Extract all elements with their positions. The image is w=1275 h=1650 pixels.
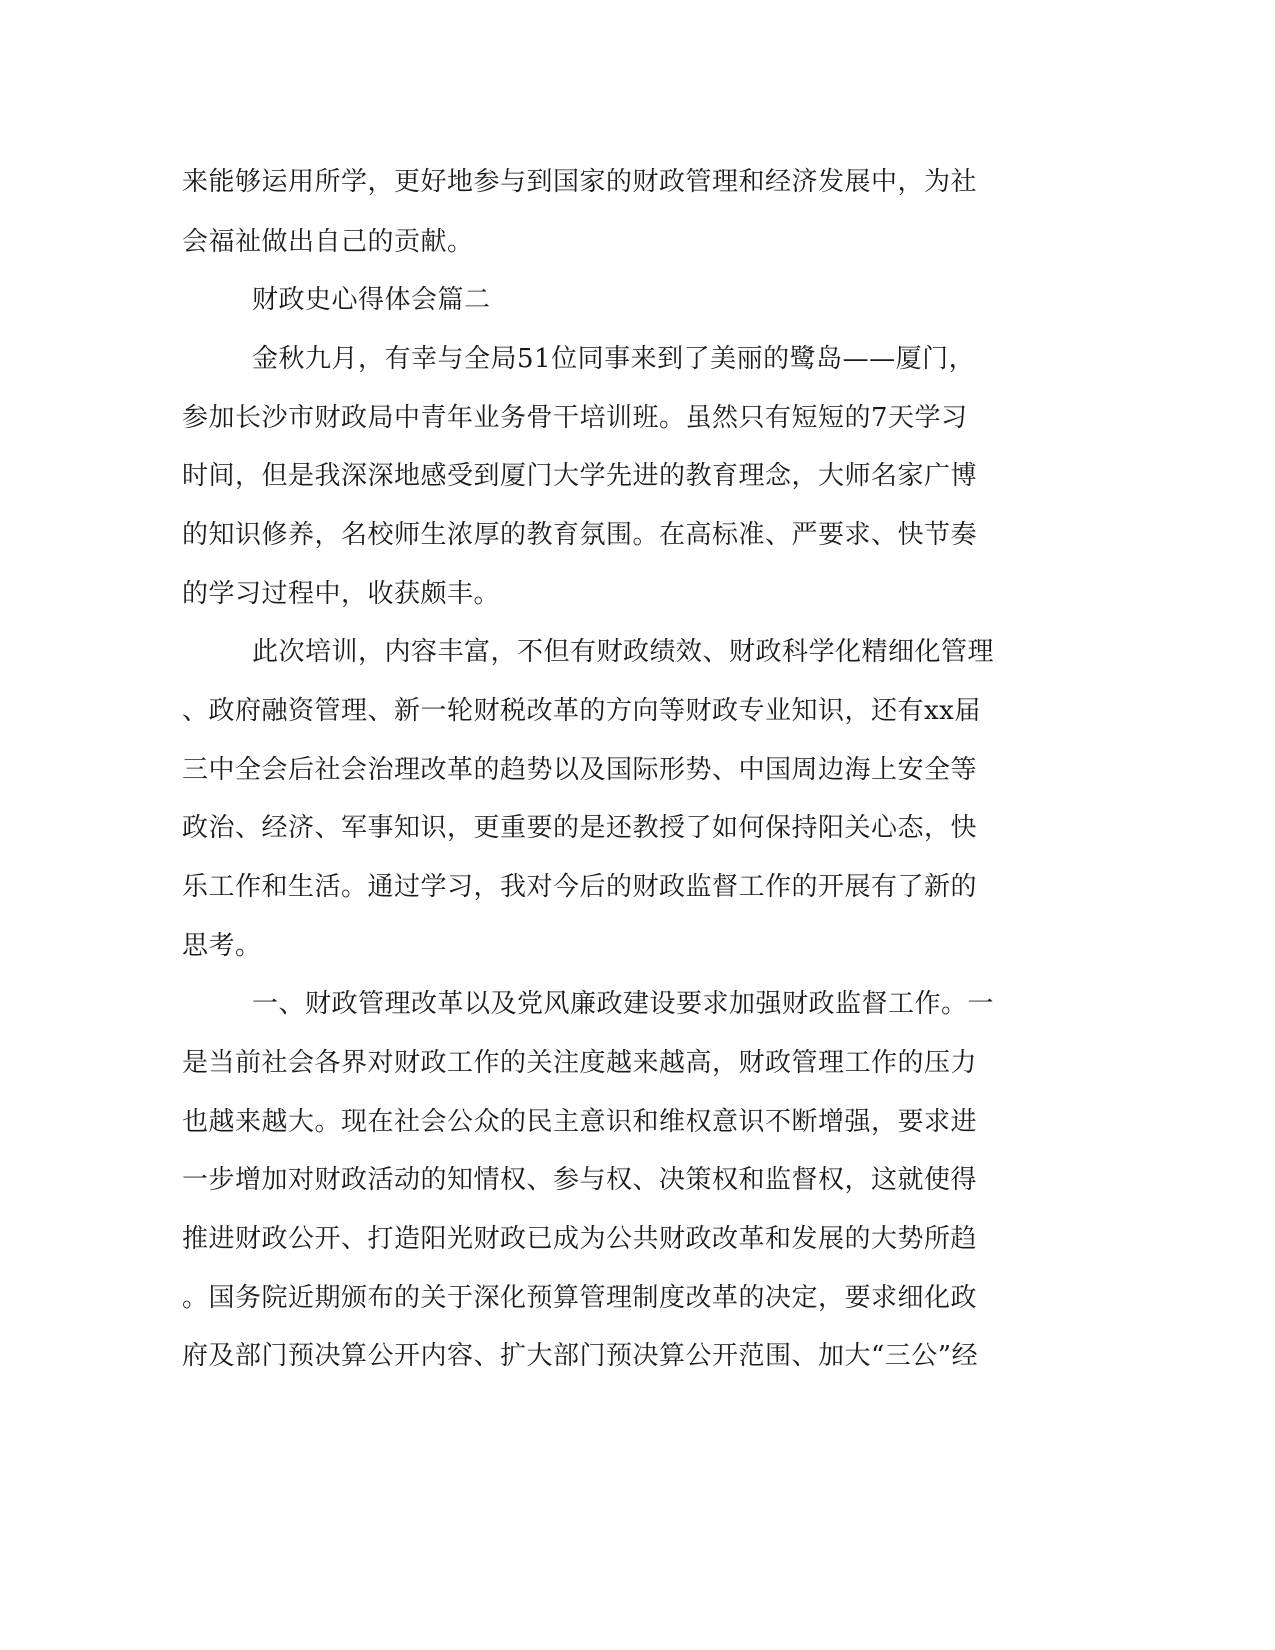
text-line: 参加长沙市财政局中青年业务骨干培训班。虽然只有短短的7天学习 — [182, 403, 968, 433]
text-line: 政治、经济、军事知识，更重要的是还教授了如何保持阳关心态，快 — [182, 813, 978, 843]
text-line: 此次培训，内容丰富，不但有财政绩效、财政科学化精细化管理 — [252, 637, 995, 667]
text-line: 的学习过程中，收获颇丰。 — [182, 579, 501, 609]
text-line: 推进财政公开、打造阳光财政已成为公共财政改革和发展的大势所趋 — [182, 1224, 978, 1254]
section-heading: 财政史心得体会篇二 — [252, 285, 491, 315]
text-line: 、政府融资管理、新一轮财税改革的方向等财政专业知识，还有xx届 — [182, 696, 981, 726]
text-line: 的知识修养，名校师生浓厚的教育氛围。在高标准、严要求、快节奏 — [182, 520, 978, 550]
text-line: 乐工作和生活。通过学习，我对今后的财政监督工作的开展有了新的 — [182, 872, 978, 902]
text-line: 思考。 — [182, 931, 262, 961]
text-line: 会福祉做出自己的贡献。 — [182, 227, 474, 257]
text-line: 是当前社会各界对财政工作的关注度越来越高，财政管理工作的压力 — [182, 1048, 978, 1078]
text-line: 三中全会后社会治理改革的趋势以及国际形势、中国周边海上安全等 — [182, 755, 978, 785]
text-line: 一步增加对财政活动的知情权、参与权、决策权和监督权，这就使得 — [182, 1165, 978, 1195]
text-line: 。国务院近期颁布的关于深化预算管理制度改革的决定，要求细化政 — [182, 1283, 978, 1313]
text-line: 府及部门预决算公开内容、扩大部门预决算公开范围、加大“三公”经 — [182, 1341, 979, 1371]
text-line: 也越来越大。现在社会公众的民主意识和维权意识不断增强，要求进 — [182, 1107, 978, 1137]
text-line: 金秋九月，有幸与全局51位同事来到了美丽的鹭岛——厦门， — [252, 344, 976, 374]
text-line: 来能够运用所学，更好地参与到国家的财政管理和经济发展中，为社 — [182, 167, 978, 197]
text-line: 时间，但是我深深地感受到厦门大学先进的教育理念，大师名家广博 — [182, 461, 978, 491]
text-line: 一、财政管理改革以及党风廉政建设要求加强财政监督工作。一 — [252, 989, 995, 1019]
